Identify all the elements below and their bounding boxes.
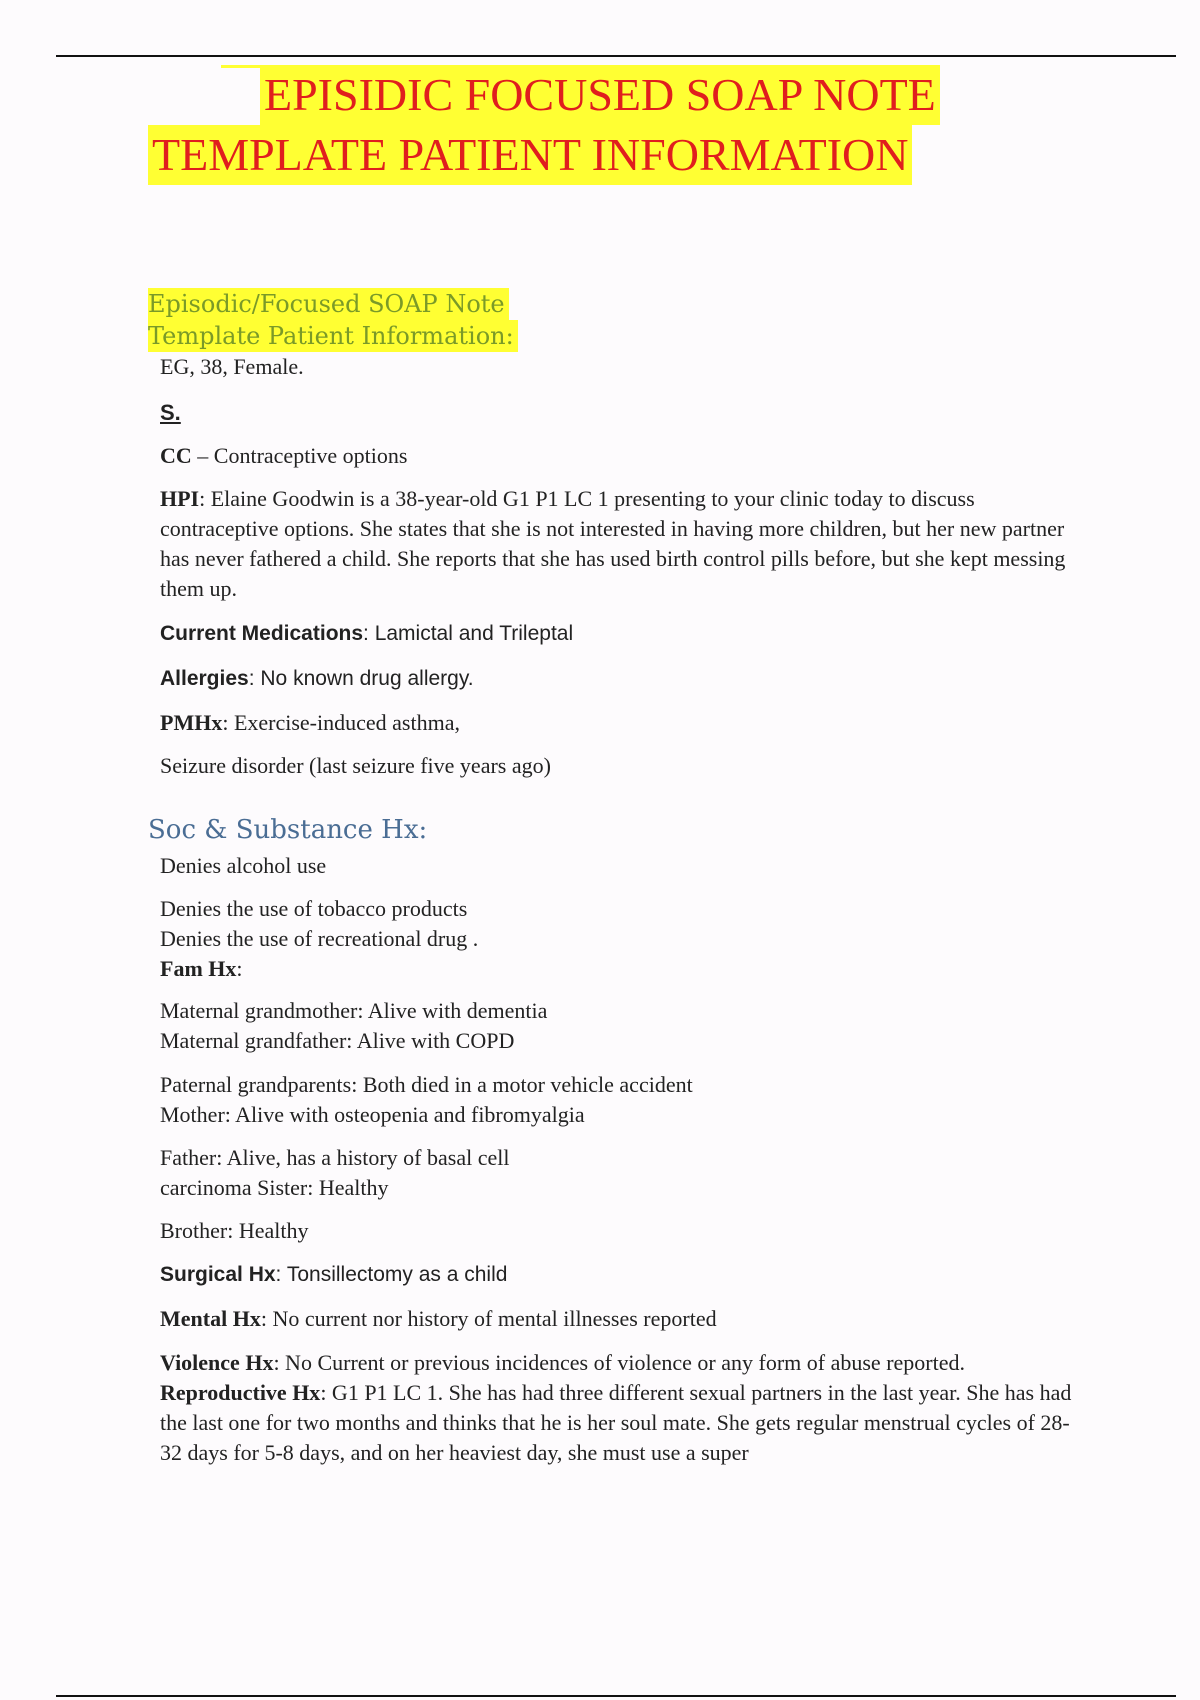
fam-brother: Brother: Healthy xyxy=(160,1218,309,1243)
violence-hx xyxy=(160,1348,1090,1378)
soc-tobacco: Denies the use of tobacco products xyxy=(160,896,468,921)
pmhx-line-2: Seizure disorder (last seizure five years ago) xyxy=(160,753,551,778)
soc-drug: Denies the use of recreational drug . xyxy=(160,926,479,951)
document-title xyxy=(148,65,1048,185)
fam-hx-heading xyxy=(160,954,1090,984)
fam-mother: Mother: Alive with osteopenia and fibromyalgia xyxy=(160,1102,585,1127)
reproductive-label: Reproductive Hx xyxy=(160,1380,321,1405)
top-rule xyxy=(56,55,1176,57)
cc-label: CC xyxy=(160,443,192,468)
pmhx-text: : Exercise-induced asthma, xyxy=(222,710,460,735)
cc-text: – Contraceptive options xyxy=(197,443,408,468)
highlight-tick xyxy=(221,65,261,68)
subtitle-line-2: Template Patient Information: xyxy=(148,320,518,352)
pmhx-label: PMHx xyxy=(160,710,223,735)
soc-alcohol: Denies alcohol use xyxy=(160,853,327,878)
section-heading xyxy=(148,288,518,352)
bottom-rule xyxy=(56,1695,1176,1697)
reproductive-text: : G1 P1 LC 1. She has had three different sexual partners in the last year. She has had the last one for two months and thinks that he is her soul mate. She gets regular menstrual cycles of 28-32 days for 5-8 days, and on her heaviest day, she must use a super xyxy=(160,1380,1072,1465)
hpi-label: HPI xyxy=(160,486,200,511)
meds-text: : Lamictal and Trileptal xyxy=(363,622,574,645)
fam-father-line-2: carcinoma Sister: Healthy xyxy=(160,1175,389,1200)
fam-paternal-grandparents: Paternal grandparents: Both died in a motor vehicle accident xyxy=(160,1072,693,1097)
title-line-1: EPISIDIC FOCUSED SOAP NOTE xyxy=(260,65,940,125)
surgical-label: Surgical Hx xyxy=(160,1263,276,1286)
current-medications xyxy=(160,619,1090,649)
chief-complaint xyxy=(160,441,1090,471)
fam-father-line-1: Father: Alive, has a history of basal cell xyxy=(160,1145,510,1170)
violence-label: Violence Hx xyxy=(160,1350,274,1375)
fam-label-suffix: : xyxy=(236,956,243,981)
hpi-paragraph xyxy=(160,484,1090,604)
fam-maternal-grandmother: Maternal grandmother: Alive with dementia xyxy=(160,998,548,1023)
fam-maternal-grandfather: Maternal grandfather: Alive with COPD xyxy=(160,1028,515,1053)
hpi-text: : Elaine Goodwin is a 38-year-old G1 P1 LC 1 presenting to your clinic today to discuss contraceptive options. She states that she is not interested in having more children, but her new partner has never fathered a child. She reports that she has used birth control pills before, but she kept messing them up. xyxy=(160,486,1066,601)
allergies-label: Allergies xyxy=(160,667,249,690)
subjective-label: S. xyxy=(160,400,181,425)
soc-heading: Soc & Substance Hx: xyxy=(148,815,428,845)
mental-label: Mental Hx xyxy=(160,1306,261,1331)
title-line-2: TEMPLATE PATIENT INFORMATION xyxy=(148,125,912,185)
subjective-marker xyxy=(160,398,1090,428)
violence-text: : No Current or previous incidences of violence or any form of abuse reported. xyxy=(273,1350,965,1375)
reproductive-hx xyxy=(160,1378,1090,1468)
allergies-text: : No known drug allergy. xyxy=(248,667,474,690)
mental-text: : No current nor history of mental illnesses reported xyxy=(260,1306,717,1331)
mental-hx xyxy=(160,1304,1090,1334)
allergies xyxy=(160,664,1090,694)
patient-info: EG, 38, Female. xyxy=(160,354,304,379)
surgical-hx xyxy=(160,1260,1090,1290)
fam-label: Fam Hx xyxy=(160,956,237,981)
surgical-text: : Tonsillectomy as a child xyxy=(275,1263,508,1286)
meds-label: Current Medications xyxy=(160,622,364,645)
pmhx xyxy=(160,708,1090,738)
subtitle-line-1: Episodic/Focused SOAP Note xyxy=(148,288,509,320)
